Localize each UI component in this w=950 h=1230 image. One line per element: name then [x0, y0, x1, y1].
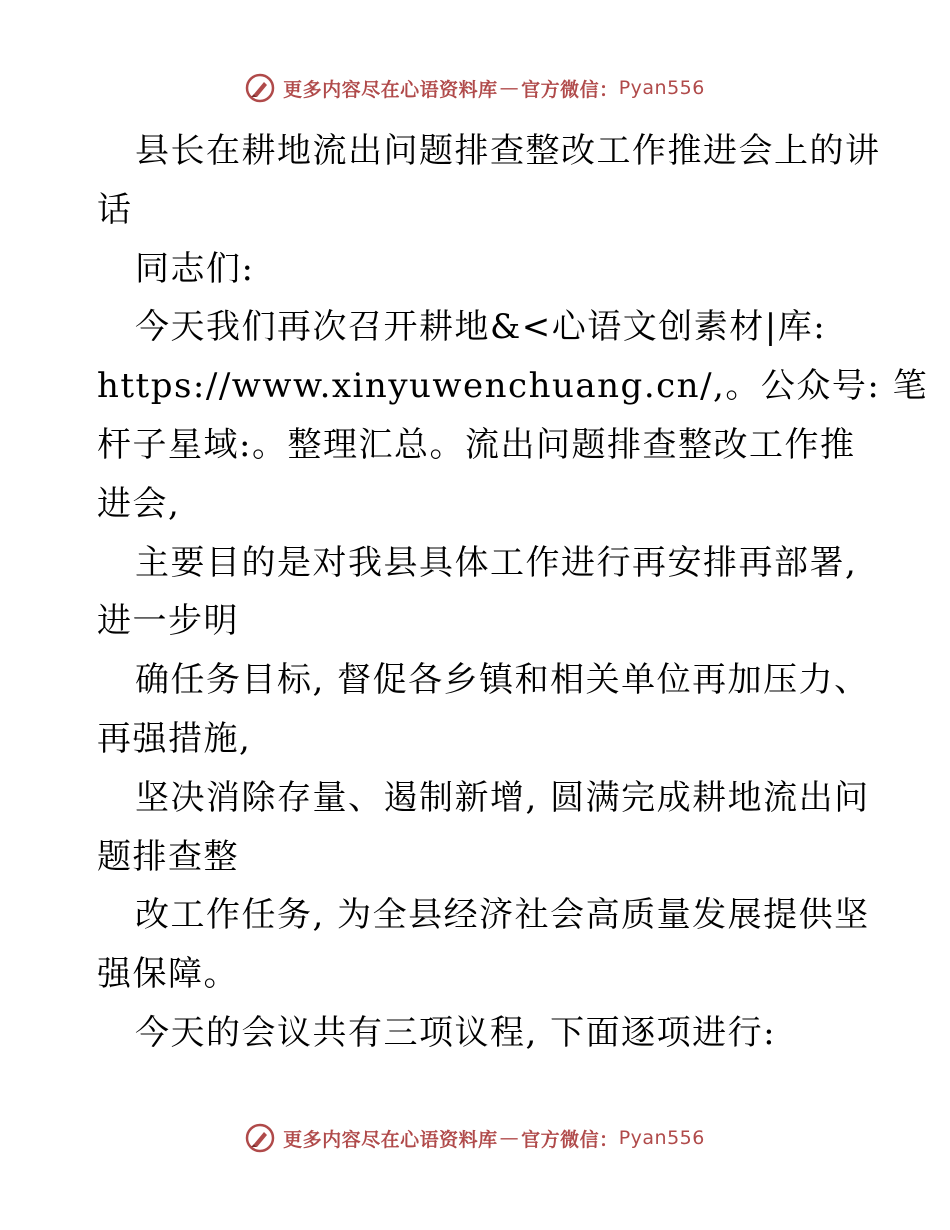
pen-logo-icon: [245, 73, 275, 103]
footer-watermark-banner: [0, 1118, 950, 1158]
document-line: 同志们:: [135, 248, 255, 289]
banner-dash: —: [499, 77, 520, 99]
document-line: 题排查整: [97, 836, 239, 877]
banner-wechat-id: Pyan556: [618, 77, 705, 99]
banner-main-text: 更多内容尽在心语资料库: [283, 78, 498, 101]
document-line: 主要目的是对我县具体工作进行再安排再部署,: [135, 542, 858, 583]
document-line: 进一步明: [97, 601, 239, 642]
banner-wechat-label: 官方微信：: [521, 78, 619, 101]
document-line: 强保障。: [97, 954, 239, 995]
document-line: 坚决消除存量、遏制新增, 圆满完成耕地流出问: [135, 777, 870, 818]
banner-wechat-id: Pyan556: [618, 1127, 705, 1149]
banner-dash: —: [499, 1127, 520, 1149]
document-line: https://www.xinyuwenchuang.cn/,。公众号: 笔: [97, 366, 929, 407]
document-line: 县长在耕地流出问题排查整改工作推进会上的讲: [135, 131, 881, 171]
document-line: 再强措施,: [97, 718, 252, 759]
document-line: 改工作任务, 为全县经济社会高质量发展提供坚: [135, 895, 870, 936]
document-line: 确任务目标, 督促各乡镇和相关单位再加压力、: [135, 660, 870, 701]
header-watermark-banner: [0, 68, 950, 108]
document-line: 进会,: [97, 483, 181, 524]
banner-main-text: 更多内容尽在心语资料库: [283, 1128, 498, 1151]
pen-logo-icon: [245, 1123, 275, 1153]
document-line: 今天我们再次召开耕地&<心语文创素材|库:: [135, 307, 827, 348]
document-body: [97, 122, 929, 1063]
document-line: 话: [97, 189, 133, 230]
document-line: 杆子星域:。整理汇总。流出问题排查整改工作推: [97, 424, 856, 465]
banner-wechat-label: 官方微信：: [521, 1128, 619, 1151]
document-line: 今天的会议共有三项议程, 下面逐项进行:: [135, 1012, 777, 1053]
